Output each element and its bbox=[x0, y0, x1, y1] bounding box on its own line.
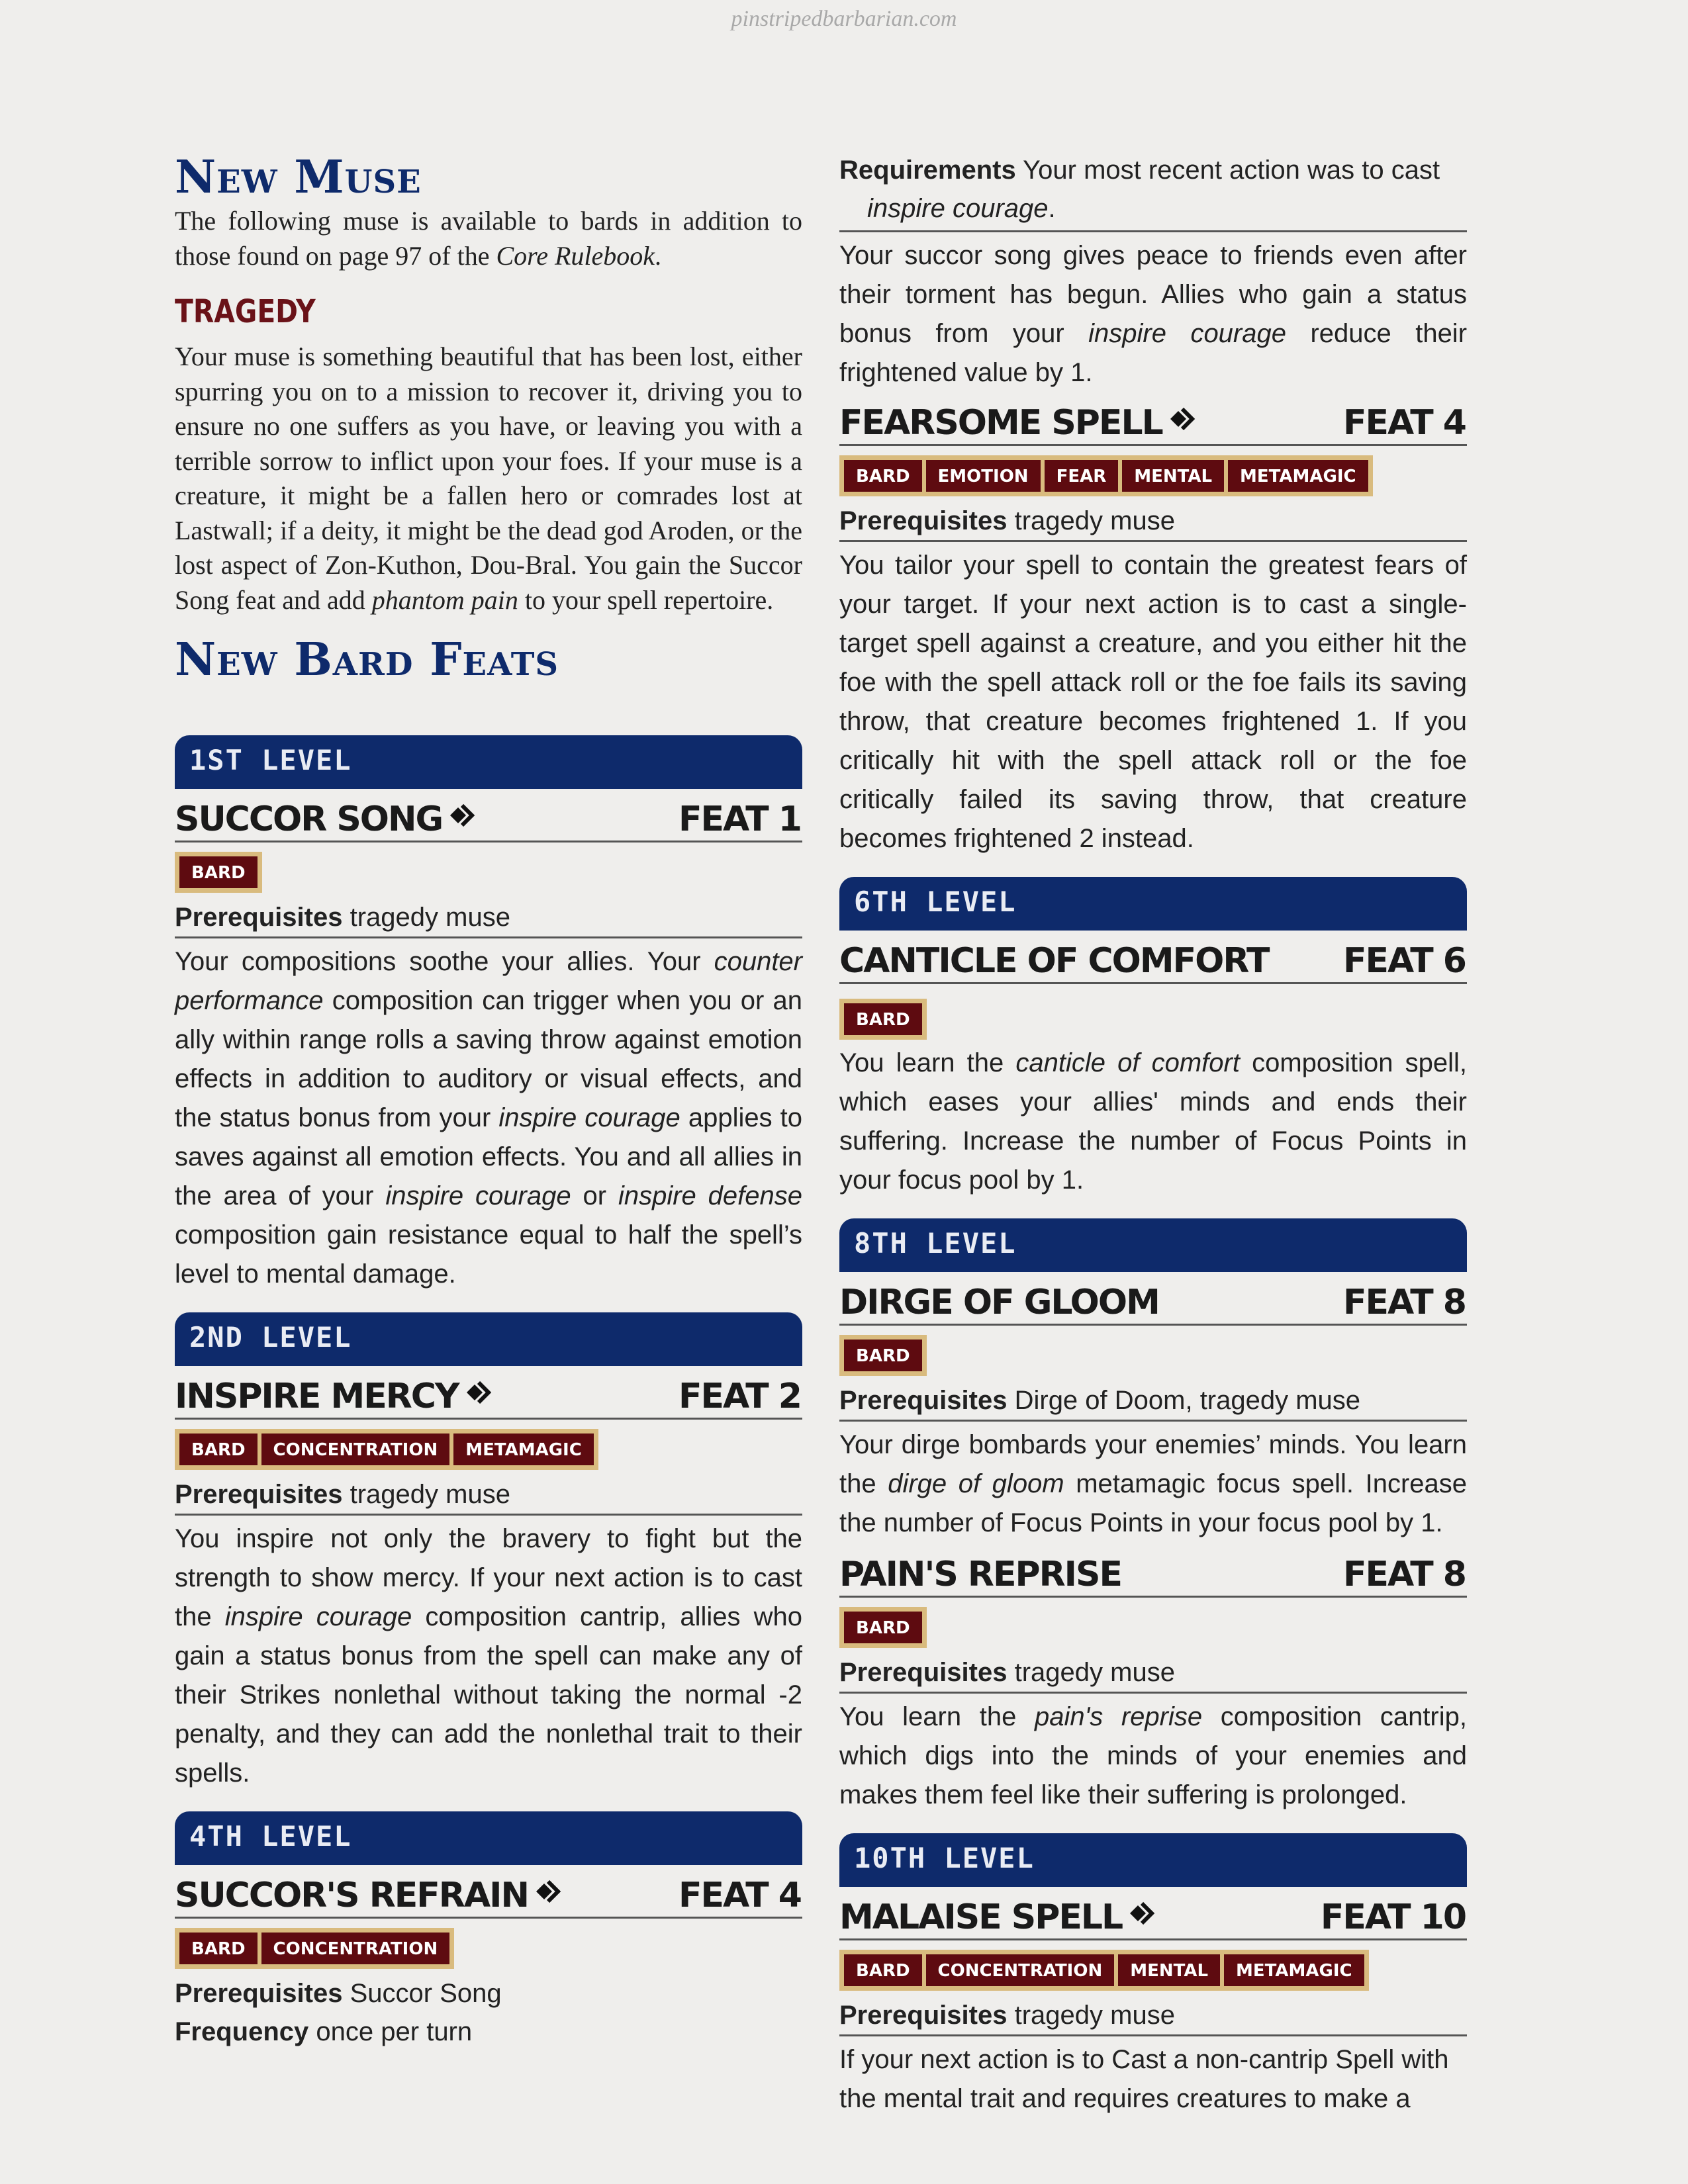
left-column bbox=[175, 151, 802, 2051]
single-action-icon bbox=[464, 1375, 494, 1418]
feat-description: Your dirge bombards your enemies’ minds. You learn the dirge of gloom metamagic focus spell. Increase the number of Focus Points in your focus pool by 1. bbox=[839, 1430, 1468, 1537]
feat-name: SUCCOR SONG bbox=[175, 799, 443, 839]
trait-badge: BARD bbox=[179, 1933, 258, 1964]
feat-level: FEAT 8 bbox=[1342, 1283, 1466, 1322]
level-bar-4th: 4TH LEVEL bbox=[175, 1811, 802, 1865]
feat-description: You inspire not only the bravery to fight but the strength to show mercy. If your next action is to cast the inspire courage composition cantrip, allies who gain a status bonus from the spell can make any of their Strikes nonlethal without taking the normal -2 penalty, and they can add the nonlethal trait to their spells. bbox=[175, 1524, 802, 1788]
trait-badge: METAMAGIC bbox=[1228, 460, 1368, 492]
feat-name: DIRGE OF GLOOM bbox=[839, 1283, 1159, 1322]
trait-badge: BARD bbox=[844, 1612, 922, 1643]
feat-level: FEAT 8 bbox=[1342, 1555, 1466, 1594]
feat-header bbox=[839, 934, 1467, 984]
trait-list bbox=[175, 1429, 598, 1470]
feat-header bbox=[839, 1276, 1467, 1326]
feat-name: FEARSOME SPELL bbox=[839, 403, 1162, 443]
level-bar-2nd: 2ND LEVEL bbox=[175, 1312, 802, 1366]
feat-fearsome-spell bbox=[839, 396, 1467, 858]
feat-pains-reprise bbox=[839, 1548, 1467, 1815]
prerequisites-line: Prerequisites tragedy muse bbox=[839, 502, 1467, 542]
feat-succors-refrain bbox=[175, 1869, 802, 2051]
trait-list bbox=[839, 455, 1373, 496]
prerequisites-line: Prerequisites tragedy muse bbox=[839, 1653, 1467, 1694]
feat-description: Your succor song gives peace to friends even after their torment has begun. Allies who gain a status bonus from your inspire courage reduce their frightened value by 1. bbox=[839, 241, 1468, 387]
level-bar-10th: 10TH LEVEL bbox=[839, 1833, 1467, 1887]
feat-header bbox=[175, 1869, 802, 1919]
feat-header bbox=[839, 1548, 1467, 1598]
feat-description: If your next action is to Cast a non-cantrip Spell with the mental trait and requires creatures to make a bbox=[839, 2045, 1449, 2113]
single-action-icon bbox=[534, 1874, 564, 1917]
trait-list bbox=[839, 1950, 1369, 1991]
trait-badge: EMOTION bbox=[926, 460, 1041, 492]
prerequisites-line: Prerequisites tragedy muse bbox=[175, 898, 802, 938]
level-bar-1st: 1ST LEVEL bbox=[175, 735, 802, 789]
trait-badge: BARD bbox=[844, 1340, 922, 1371]
new-bard-feats-heading: New Bard Feats bbox=[175, 633, 559, 686]
trait-list bbox=[175, 852, 262, 893]
trait-list bbox=[839, 1335, 927, 1376]
tragedy-heading: TRAGEDY bbox=[175, 293, 316, 330]
feat-inspire-mercy bbox=[175, 1370, 802, 1793]
trait-badge: CONCENTRATION bbox=[926, 1954, 1115, 1986]
trait-list bbox=[839, 999, 927, 1040]
feat-name: MALAISE SPELL bbox=[839, 1897, 1123, 1937]
single-action-icon bbox=[447, 798, 478, 841]
feat-description: Your compositions soothe your allies. Your counter performance composition can trigger when you or an ally within range rolls a saving throw against emotion effects in addition to auditory or visual effects, and the status bonus from your inspire courage applies to saves against all emotion effects. You and all allies in the area of your inspire courage or inspire defense composition gain resistance equal to half the spell’s level to mental damage. bbox=[175, 947, 803, 1289]
prerequisites-line: Prerequisites Dirge of Doom, tragedy muse bbox=[839, 1381, 1467, 1422]
site-watermark: pinstripedbarbarian.com bbox=[731, 7, 957, 31]
trait-badge: CONCENTRATION bbox=[261, 1433, 450, 1465]
trait-list bbox=[839, 1607, 927, 1648]
trait-badge: FEAR bbox=[1045, 460, 1119, 492]
feat-canticle-of-comfort bbox=[839, 934, 1467, 1200]
trait-badge: BARD bbox=[179, 856, 258, 888]
right-column bbox=[839, 151, 1467, 2118]
feat-level: FEAT 2 bbox=[678, 1377, 801, 1416]
level-bar-6th: 6TH LEVEL bbox=[839, 877, 1467, 931]
muse-intro: The following muse is available to bards in addition to those found on page 97 of the Core Rulebook. bbox=[175, 206, 802, 271]
feat-level: FEAT 10 bbox=[1320, 1897, 1466, 1937]
trait-badge: BARD bbox=[844, 1954, 922, 1986]
prerequisites-line: Prerequisites tragedy muse bbox=[839, 1996, 1467, 2036]
single-action-icon bbox=[1127, 1896, 1158, 1938]
feat-malaise-spell bbox=[839, 1891, 1467, 2118]
level-bar-8th: 8TH LEVEL bbox=[839, 1218, 1467, 1272]
requirements-line: Requirements Your most recent action was to cast inspire courage. bbox=[839, 151, 1467, 232]
feat-description: You learn the pain's reprise composition cantrip, which digs into the minds of your enemies and makes them feel like their suffering is prolonged. bbox=[839, 1702, 1468, 1809]
feat-level: FEAT 4 bbox=[1342, 403, 1466, 443]
feat-header bbox=[839, 396, 1467, 446]
frequency-line: Frequency once per turn bbox=[175, 2017, 473, 2046]
single-action-icon bbox=[1168, 402, 1198, 444]
trait-badge: BARD bbox=[844, 1003, 922, 1035]
trait-badge: MENTAL bbox=[1122, 460, 1224, 492]
feat-level: FEAT 6 bbox=[1342, 941, 1466, 981]
trait-badge: METAMAGIC bbox=[453, 1433, 594, 1465]
trait-badge: METAMAGIC bbox=[1224, 1954, 1364, 1986]
feat-description: You learn the canticle of comfort composition spell, which eases your allies' minds and ends their suffering. Increase the number of Focus Points in your focus pool by 1. bbox=[839, 1048, 1468, 1195]
trait-badge: BARD bbox=[179, 1433, 258, 1465]
feat-header bbox=[175, 793, 802, 842]
feat-name: INSPIRE MERCY bbox=[175, 1377, 459, 1416]
feat-header bbox=[175, 1370, 802, 1420]
prerequisites-line: Prerequisites tragedy muse bbox=[175, 1475, 802, 1516]
tragedy-description: Your muse is something beautiful that has been lost, either spurring you on to a mission to recover it, driving you to ensure no one suffers as you have, or leaving you with a terrible sorrow to inflict upon your foes. If your muse is a creature, it might be a fallen hero or comrades lost at Lastwall; if a deity, it might be the dead god Aroden, or the lost aspect of Zon-Kuthon, Dou-Bral. You gain the Succor Song feat and add phantom pain to your spell repertoire. bbox=[175, 341, 802, 615]
feat-level: FEAT 1 bbox=[678, 799, 801, 839]
feat-name: CANTICLE OF COMFORT bbox=[839, 941, 1269, 981]
trait-list bbox=[175, 1928, 454, 1969]
prerequisites-line: Prerequisites Succor Song bbox=[175, 1979, 502, 2008]
new-muse-heading: New Muse bbox=[175, 151, 422, 204]
feat-succor-song bbox=[175, 793, 802, 1294]
feat-level: FEAT 4 bbox=[678, 1876, 801, 1915]
trait-badge: BARD bbox=[844, 460, 922, 492]
trait-badge: MENTAL bbox=[1118, 1954, 1220, 1986]
feat-dirge-of-gloom bbox=[839, 1276, 1467, 1543]
feat-name: SUCCOR'S REFRAIN bbox=[175, 1876, 528, 1915]
trait-badge: CONCENTRATION bbox=[261, 1933, 450, 1964]
feat-header bbox=[839, 1891, 1467, 1940]
feat-description: You tailor your spell to contain the greatest fears of your target. If your next action is to cast a single-target spell against a creature, and you either hit the foe with the spell attack roll or the foe fails its saving throw, that creature becomes frightened 1. If you critically hit with the spell attack roll or the foe critically failed its saving throw, that creature becomes frightened 2 instead. bbox=[839, 551, 1467, 853]
feat-name: PAIN'S REPRISE bbox=[839, 1555, 1121, 1594]
